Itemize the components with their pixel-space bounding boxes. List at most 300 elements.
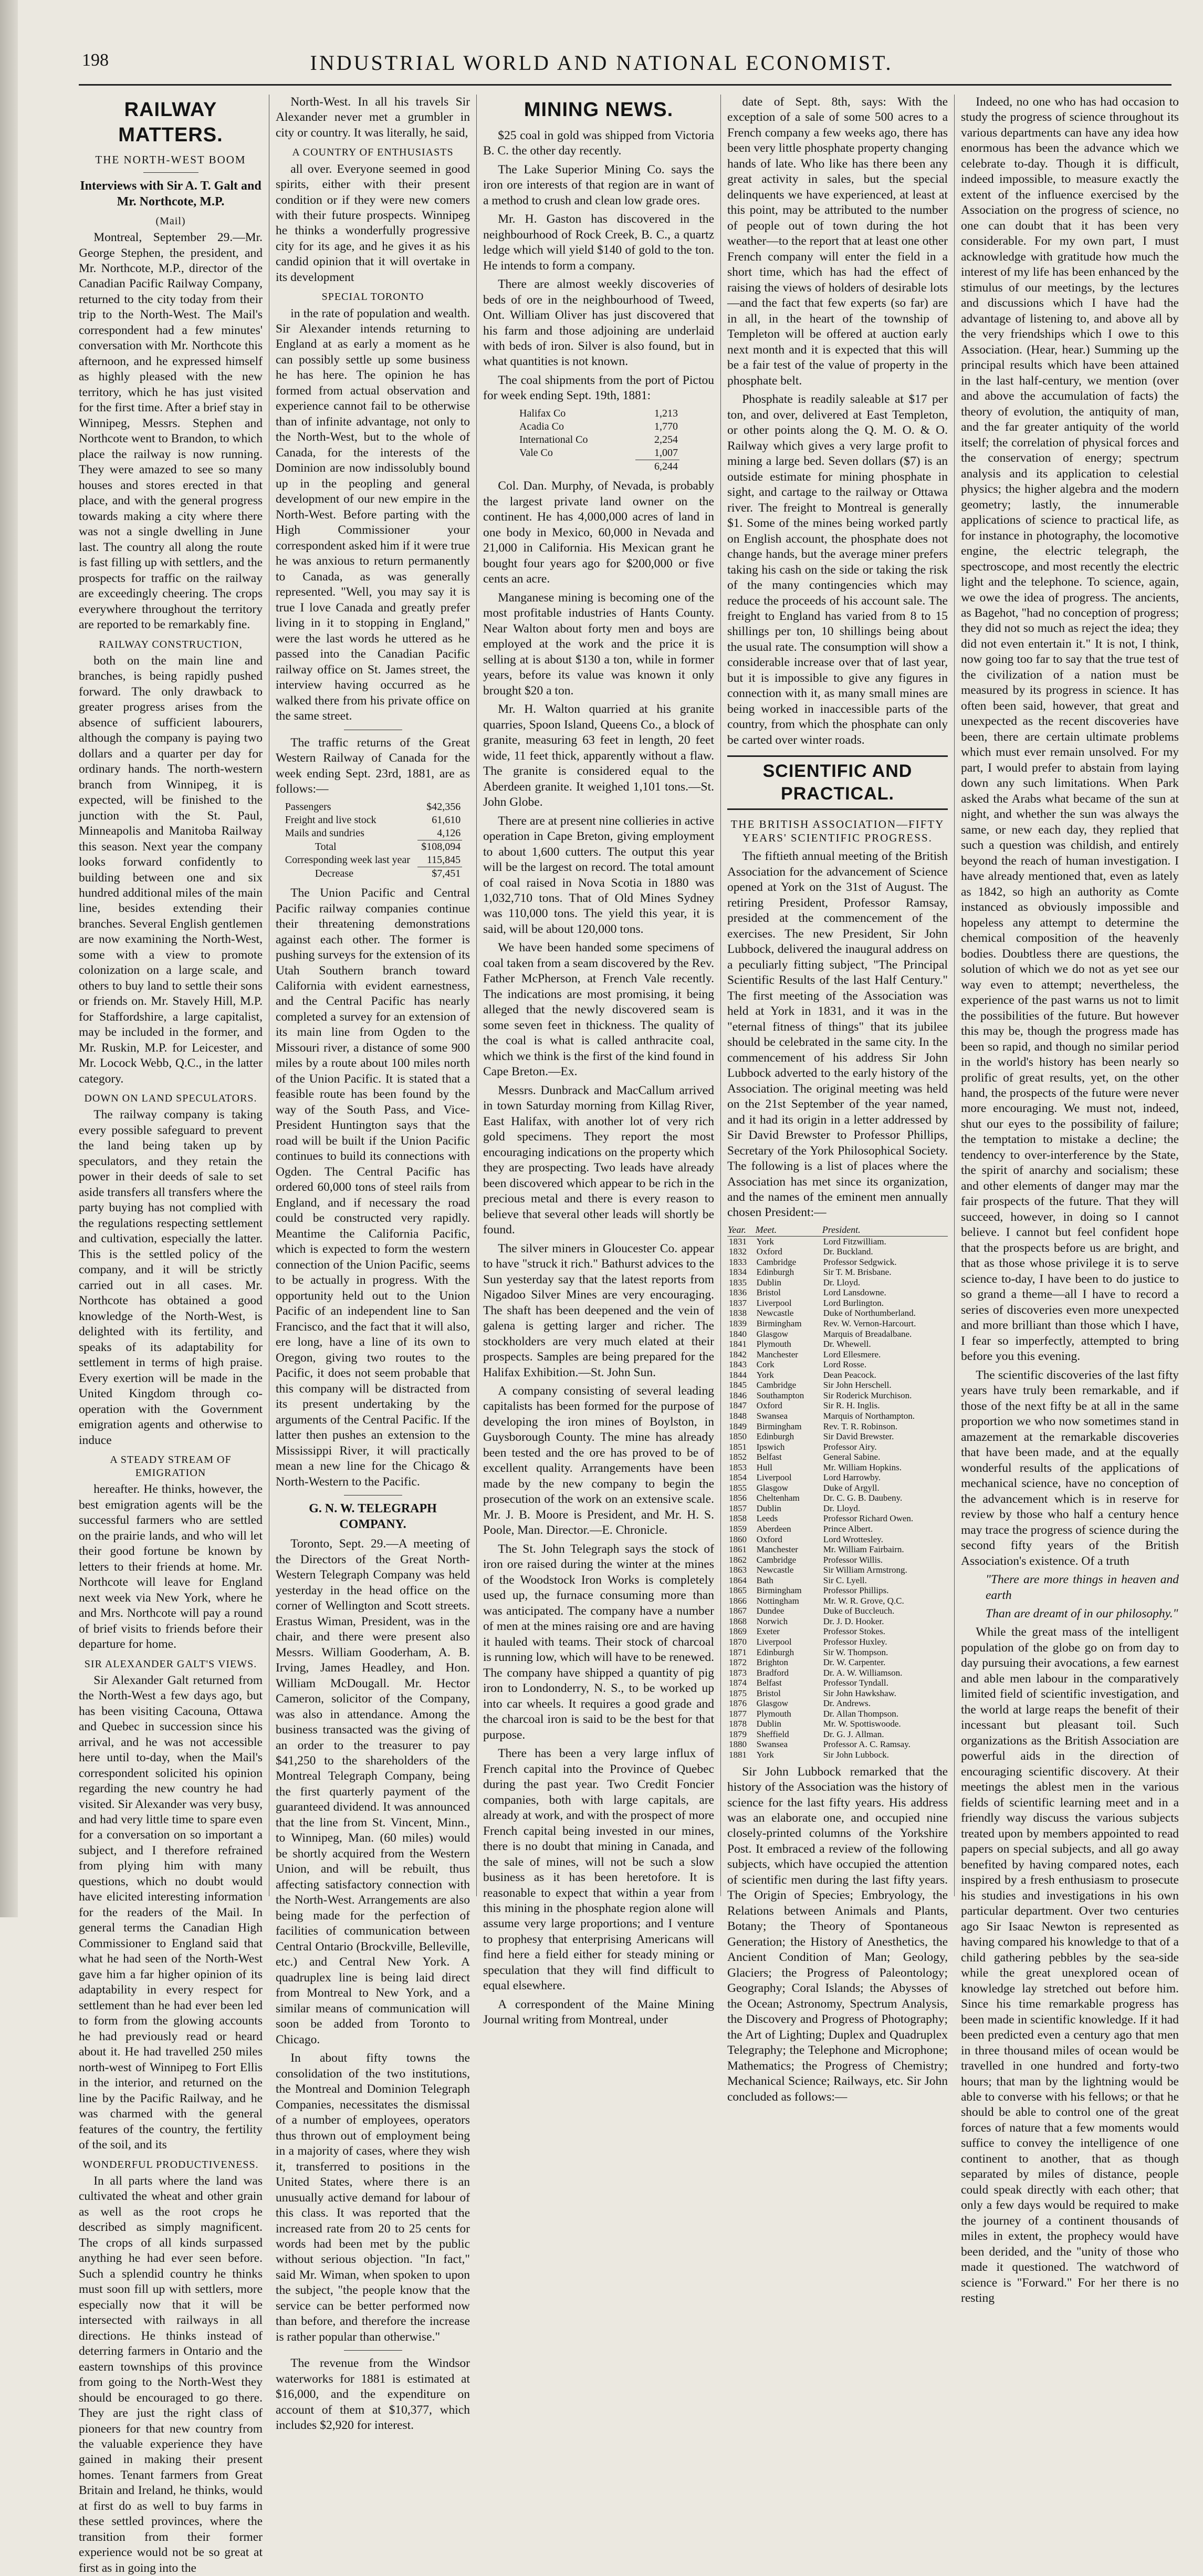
article-paragraph: There has been a very large influx of French capital into the Province of Quebec during the past year. Two Credit Foncier companies, both with large capitals, are already at work, and with the prospect of more French capital being invested in our mines, there is no doubt that mining in Canada, and the sale of mines, will not be such a slow business as it has been heretofore. It is reasonable to expect that within a year from this mining in the phosphate region alone will assume very large proportions; and I venture to prophesy that enterprising Americans will find here a field either for steady mining or speculation that they will find difficult to equal elsewhere. bbox=[483, 1747, 714, 1993]
article-paragraph: There are almost weekly discoveries of beds of ore in the neighbourhood of Tweed, Ont. William Oliver has just discovered that his farm and those adjoining are underlaid with beds of iron. Silver is also found, but in what quantities is not known. bbox=[483, 277, 714, 369]
table-cell: Cambridge bbox=[756, 1554, 797, 1565]
railway-subtitle: THE NORTH-WEST BOOM bbox=[95, 153, 246, 167]
table-cell: 1860 bbox=[729, 1534, 747, 1544]
section-subhead: DOWN ON LAND SPECULATORS. bbox=[84, 1093, 257, 1105]
table-cell: Acadia Co bbox=[519, 421, 564, 433]
article-paragraph: all over. Everyone seemed in good spirits, either with their present condition or if they were new comers with their future prospects. Winnipeg he thinks a wonderfully progressive city for its age, and he gives it as his candid opinion that it will overtake in its development bbox=[276, 162, 470, 284]
table-row bbox=[727, 1647, 948, 1658]
table-cell: Sir John Hawkshaw. bbox=[823, 1688, 896, 1698]
table-cell: 115,845 bbox=[426, 854, 461, 866]
table-cell: 1867 bbox=[729, 1606, 747, 1616]
table-row bbox=[727, 1483, 948, 1493]
article-paragraph: We have been handed some specimens of coal taken from a seam discovered by the Rev. Father McPherson, at French Vale recently. The indications are most promising, it being alleged that the newly discovered seam is some seven feet in thickness. The quality of the coal is what is called anthracite coal, which we think is the first of the kind found in Cape Breton.—Ex. bbox=[483, 941, 714, 1079]
table-cell: 1864 bbox=[729, 1575, 747, 1585]
table-cell: Oxford bbox=[756, 1400, 782, 1411]
poem-quote-line: Than are dreamt of in our philosophy." bbox=[986, 1606, 1178, 1621]
table-cell: Lord Burlington. bbox=[823, 1297, 884, 1308]
table-row bbox=[727, 1739, 948, 1750]
table-row bbox=[727, 1524, 948, 1534]
table-cell: Ipswich bbox=[756, 1441, 785, 1452]
table-row bbox=[727, 1247, 948, 1257]
table-cell: Sir R. H. Inglis. bbox=[823, 1400, 880, 1411]
article-paragraph: The Lake Superior Mining Co. says the iron ore interests of that region are in want of a method to crush and clean low grade ores. bbox=[483, 162, 714, 207]
table-row bbox=[727, 1329, 948, 1339]
article-paragraph: The St. John Telegraph says the stock of iron ore raised during the winter at the mines of the Woodstock Iron Works is completely used up, the furnace consuming more than was anticipated. The company have a number of men at the mines raising ore and are having it hauled with teams. Their stock of charcoal is running low, which will have to be renewed. The company have shipped a quantity of pig iron to Londonderry, N. S., to be worked up into car wheels. It requires a good grade and the charcoal iron is said to be the best for that purpose. bbox=[483, 1542, 714, 1742]
table-cell: Mr. W. Spottiswoode. bbox=[823, 1719, 901, 1729]
table-cell: Professor Huxley. bbox=[823, 1636, 887, 1647]
table-row bbox=[284, 814, 462, 827]
table-cell: 1849 bbox=[729, 1421, 747, 1431]
article-paragraph: The railway company is taking every possible safeguard to prevent the land being taken up by speculators, and they retain the power in their deeds of sale to set aside transfers all transfers where the party buying has not complied with the regulations respecting settlement and cultivation, especially the latter. This is the settled policy of the company, and it will be strictly carried out in all cases. Mr. Northcote has obtained a good knowledge of the North-West, is delighted with its fertility, and speaks of its adaptability for settlement in terms of high praise. Every exertion will be made in the United Kingdom through co-operation with the Government emigration agents and otherwise to induce bbox=[79, 1108, 263, 1447]
table-cell: Newcastle bbox=[756, 1565, 794, 1575]
table-row bbox=[727, 1421, 948, 1432]
table-row bbox=[727, 1267, 948, 1277]
table-cell: 1869 bbox=[729, 1626, 747, 1637]
telegraph-heading: G. N. W. TELEGRAPH COMPANY. bbox=[309, 1501, 437, 1532]
column-header: President. bbox=[822, 1224, 948, 1236]
table-cell: Lord Harrowby. bbox=[823, 1472, 881, 1483]
table-cell: Dublin bbox=[756, 1719, 781, 1729]
table-cell: 1853 bbox=[729, 1462, 747, 1472]
table-cell: Sir C. Lyell. bbox=[823, 1575, 867, 1585]
table-row bbox=[727, 1359, 948, 1370]
table-cell: Dr. C. G. B. Daubeny. bbox=[823, 1493, 903, 1503]
table-row bbox=[284, 867, 462, 881]
table-row bbox=[727, 1298, 948, 1308]
table-cell: Professor Willis. bbox=[823, 1554, 883, 1565]
table-row bbox=[518, 407, 679, 420]
column-rule bbox=[954, 95, 955, 1896]
table-cell: Marquis of Breadalbane. bbox=[823, 1328, 912, 1339]
article-paragraph: Phosphate is readily saleable at $17 per ton, and over, delivered at East Templeton, or other points along the Q. M. O. & O. Railway which gives a very large profit to mining a large bed. Seven dollars ($7) is an outside estimate for mining phosphate in sight, and cartage to the railway or Ottawa river. The freight to Montreal is generally $1. Some of the mines being worked partly on English account, the phosphate does not change hands, but the average miner prefers taking his cash on the side or taking the risk of the many contingencies which may reduce the proceeds of his account sale. The freight to England has varied from 8 to 15 shillings per ton, 10 shillings being about the usual rate. The consumption will show a considerable increase over that of last year, but it is impossible to give any figures in connection with it, as many small mines are being worked in inaccessible parts of the country, from which the phosphate can only be carted over winter roads. bbox=[727, 392, 948, 747]
table-cell: Professor Phillips. bbox=[823, 1585, 889, 1596]
table-cell: 1862 bbox=[729, 1554, 747, 1565]
table-cell: 1841 bbox=[729, 1339, 747, 1349]
table-cell: Bristol bbox=[756, 1287, 781, 1298]
table-cell: $108,094 bbox=[417, 840, 462, 854]
article-paragraph: In about fifty towns the consolidation of the two institutions, the Montreal and Dominion Telegraph Companies, necessitates the dismissal of a number of employees, operators thus thrown out of employment being in a majority of cases, where they wish it, transferred to positions in the United States, where there is an unusually active demand for labour of this class. It was reported that the increased rate from 20 to 25 cents for words had been met by the public without serious objection. "In fact," said Mr. Wiman, when spoken to upon the subject, "the people know that the service can be better performed now than before, and therefore the increase is rather popular than otherwise." bbox=[276, 2051, 470, 2344]
table-row bbox=[727, 1318, 948, 1329]
table-cell: Edinburgh bbox=[756, 1647, 794, 1657]
table-cell: Brighton bbox=[756, 1657, 789, 1668]
table-cell: Lord Wrottesley. bbox=[823, 1534, 883, 1544]
table-cell: Birmingham bbox=[756, 1585, 802, 1596]
column-header: Meet. bbox=[755, 1224, 822, 1236]
table-cell: 1881 bbox=[729, 1750, 747, 1760]
article-paragraph: There are at present nine collieries in active operation in Cape Breton, giving employment to about 1,600 cutters. The output this year will be the largest on record. The total amount of coal raised in Nova Scotia in 1880 was 1,032,710 tons. That of Old Mines Sydney was 110,000 tons. The yield this year, it is said, will be about 120,000 tons. bbox=[483, 814, 714, 936]
table-cell: 1868 bbox=[729, 1616, 747, 1626]
article-paragraph: hereafter. He thinks, however, the best emigration agents will be the successful farmers who are settled on the prairie lands, and who will let their good fortune be known by letters to their friends at home. Mr. Northcote will leave for England next week via New York, where he and Mrs. Northcote will pay a round of brief visits to friends before their departure for home. bbox=[79, 1482, 263, 1651]
table-cell: Professor A. C. Ramsay. bbox=[823, 1739, 911, 1750]
table-cell: Dundee bbox=[756, 1606, 784, 1616]
table-cell: Hull bbox=[756, 1462, 772, 1472]
table-cell: Lord Ellesmere. bbox=[823, 1349, 881, 1359]
section-subhead: SIR ALEXANDER GALT'S VIEWS. bbox=[84, 1658, 257, 1670]
coal-shipments-table bbox=[518, 407, 679, 473]
article-paragraph: Col. Dan. Murphy, of Nevada, is probably the largest private land owner on the continent. He has 4,000,000 acres of land in one body in Mexico, 60,000 in Nevada and 21,000 in California. His Mexican grant he bought four years ago for $200,000 or five cents an acre. bbox=[483, 479, 714, 586]
article-paragraph: Mr. H. Gaston has discovered in the neighbourhood of Rock Creek, B. C., a quartz ledge which will yield $140 of gold to the ton. He intends to form a company. bbox=[483, 212, 714, 273]
presidents-table bbox=[727, 1224, 948, 1760]
table-cell: 1856 bbox=[729, 1493, 747, 1503]
table-row bbox=[727, 1698, 948, 1709]
table-cell: Glasgow bbox=[756, 1482, 789, 1493]
table-row bbox=[727, 1544, 948, 1555]
table-cell: Duke of Buccleuch. bbox=[823, 1606, 895, 1616]
table-cell: 1851 bbox=[729, 1441, 747, 1452]
article-paragraph: The coal shipments from the port of Pictou for week ending Sept. 19th, 1881: bbox=[483, 373, 714, 403]
table-row bbox=[284, 840, 462, 854]
article-paragraph: Toronto, Sept. 29.—A meeting of the Directors of the Great North-Western Telegraph Company was held yesterday in the head office on the corner of Wellington and Scott streets. Erastus Wiman, President, was in the chair, and there were present also Messrs. William Gooderham, A. B. Irving, James Headley, and Hon. William McDougall. Mr. Hector Cameron, solicitor of the Company, was also in attendance. Among the business transacted was the giving of an order to the treasurer to pay $41,250 to the shareholders of the Montreal Telegraph Company, being the first quarterly payment of the guaranteed dividend. It was announced that the line from St. Vincent, Minn., to Winnipeg, Man. (60 miles) would be shortly acquired from the Western Union, and will be rebuilt, thus affecting satisfactory connection with the North-West. Arrangements are also being made for the perfection of facilities of communication between Central Ontario (Brockville, Belleville, etc.) and Central New York. A quadruplex line is being laid direct from Montreal to New York, and a similar means of communication will soon be added from Toronto to Chicago. bbox=[276, 1537, 470, 2047]
table-cell: Bristol bbox=[756, 1688, 781, 1698]
table-cell: Corresponding week last year bbox=[285, 854, 411, 866]
table-row bbox=[727, 1719, 948, 1729]
table-row bbox=[727, 1606, 948, 1616]
table-cell: Dr. Allan Thompson. bbox=[823, 1708, 899, 1719]
page-binding-shadow bbox=[0, 0, 18, 1917]
table-cell: $7,451 bbox=[417, 867, 462, 881]
table-row bbox=[727, 1709, 948, 1719]
table-cell: Duke of Argyll. bbox=[823, 1482, 880, 1493]
table-row bbox=[727, 1750, 948, 1760]
table-cell: 1835 bbox=[729, 1277, 747, 1287]
table-cell: 1845 bbox=[729, 1380, 747, 1390]
article-paragraph: The scientific discoveries of the last fifty years have truly been remarkable, and if those of the next fifty be at all in the same proportion we who now sometimes stand in amazement at the remarkable discoveries that have been made, and at the equally wonderful results of the applications of mechanical science, have no conception of the advancement which is in reserve for review by those who half a century hence may trace the progress of science during the second fifty years of the British Association's existence. Of a truth bbox=[961, 1368, 1179, 1568]
table-cell: Decrease bbox=[315, 867, 354, 879]
table-row bbox=[727, 1390, 948, 1401]
table-cell: 1865 bbox=[729, 1585, 747, 1596]
table-cell: Sheffield bbox=[756, 1729, 789, 1739]
table-row bbox=[727, 1380, 948, 1390]
table-cell: 4,126 bbox=[437, 827, 461, 839]
table-cell: Dr. Andrews. bbox=[823, 1698, 871, 1709]
table-cell: Dublin bbox=[756, 1277, 781, 1287]
table-cell: Lord Lansdowne. bbox=[823, 1287, 886, 1298]
traffic-returns-table bbox=[284, 801, 462, 881]
table-cell: York bbox=[756, 1236, 774, 1247]
table-row bbox=[727, 1400, 948, 1411]
table-row bbox=[518, 460, 679, 474]
table-cell: Cork bbox=[756, 1359, 775, 1370]
article-paragraph: While the great mass of the intelligent population of the globe go on from day to day pursuing their avocations, a few earnest and able men labour in the comparatively limited field of scientific investigation, and the world at large reaps the benefit of their incessant but pleasant toil. Such organizations as the British Association are powerful aids in the direction of encouraging scientific discovery. At their meetings the ablest men in the various fields of scientific learning meet and in a friendly way discuss the various subjects treated upon by members appointed to read papers on special subjects, and all go away benefited by having compared notes, each inspired by a fresh enthusiasm to prosecute his studies and investigations in his own particular department. Over two centuries ago Sir Isaac Newton is represented as having compared his knowledge to that of a child gathering pebbles by the sea-side while the great unexplored ocean of knowledge lay stretched out before him. Since his time remarkable progress has been made in scientific knowledge. If it had been predicted even a century ago that men in three thousand miles of ocean would be travelled in one hundred and forty-two hours; that man by the lightning would be able to converse with his fellows; or that he should be able to control one of the great forces of nature that a few moments would suffice to convey the intelligence of one continent to another, that as though separated by miles of distance, people could speak directly with each other; that only a few days would be required to make the journey of a continent thousands of miles in extent, the prophecy would have been derided, and the "unity of those who made it questioned. The watchword of science is "Forward." For her there is no resting bbox=[961, 1625, 1179, 2305]
table-cell: Professor Tyndall. bbox=[823, 1678, 888, 1688]
table-cell: 2,254 bbox=[654, 434, 678, 446]
masthead: INDUSTRIAL WORLD AND NATIONAL ECONOMIST. bbox=[310, 51, 893, 75]
article-paragraph: The fiftieth annual meeting of the British Association for the advancement of Science opened at York on the 31st of August. The retiring President, Professor Ramsay, presided at the commencement of the exercises. The new President, Sir John Lubbock, delivered the inaugural address on a peculiarly fitting subject, "The Principal Scientific Results of the last Half Century." The first meeting of the Association was held at York in 1831, and it was in the "eternal fitness of things" that its jubilee should be celebrated in the same city. In the commencement of his address Sir John Lubbock adverted to the early history of the Association. The original meeting was held on the 21st September of the year named, and it had its origin in a letter addressed by Sir David Brewster to Professor Phillips, Secretary of the York Philosophical Society. The following is a list of places where the Association has met since its organization, and the names of the eminent men annually chosen President:— bbox=[727, 849, 948, 1220]
table-row bbox=[727, 1462, 948, 1473]
table-cell: Sir William Armstrong. bbox=[823, 1565, 907, 1575]
table-cell: Dr. Buckland. bbox=[823, 1247, 873, 1257]
table-cell: Norwich bbox=[756, 1616, 788, 1626]
scientific-subtitle: THE BRITISH ASSOCIATION—FIFTY YEARS' SCIENTIFIC PROGRESS. bbox=[730, 817, 945, 844]
table-row bbox=[727, 1442, 948, 1452]
table-cell: International Co bbox=[519, 434, 588, 446]
article-paragraph: Sir Alexander Galt returned from the North-West a few days ago, but has been visiting Cacouna, Ottawa and Quebec in succession since his arrival, and he was not accessible here until to-day, when the Mail's correspondent solicited his opinion regarding the new country he had visited. Sir Alexander was very busy, and had very little time to spare even for a conversation on so important a subject, and I therefore refrained from plying him with many questions, which no doubt would have elicited interesting information for the readers of the Mail. In general terms the Canadian High Commissioner to England said that what he had seen of the North-West gave him a far higher opinion of its adaptability in every respect for settlement than he had ever been led to form from the glowing accounts he had previously read or heard about it. He had travelled 250 miles north-west of Winnipeg to Fort Ellis in the interior, and returned on the line by the Pacific Railway, and he was charmed with the general features of the country, the fertility of the soil, and its bbox=[79, 1673, 263, 2152]
article-paragraph: both on the main line and branches, is being rapidly pushed forward. The only drawback to greater progress arises from the absence of sufficient labourers, although the company is paying two dollars and a quarter per day for ordinary hands. The north-western branch from Winnipeg, it is expected, will be finished to the junction with the St. Paul, Minneapolis and Manitoba Railway this season. Next year the company looks forward confidently to building between one and six hundred additional miles of the main line, besides extending their branches. Several English gentlemen are now examining the North-West, some with a view to promote colonization on a large scale, and others to buy land to settle their sons or friends on. Mr. Stavely Hill, M.P. for Staffordshire, a large capitalist, may be included in the former, and Mr. Ruskin, M.P. for Leicester, and Mr. Locock Webb, Q.C., in the latter category. bbox=[79, 653, 263, 1086]
table-cell: Birmingham bbox=[756, 1421, 802, 1431]
table-cell: 1843 bbox=[729, 1359, 747, 1370]
table-cell: 1872 bbox=[729, 1657, 747, 1668]
table-cell: Nottingham bbox=[756, 1595, 799, 1606]
table-row bbox=[518, 433, 679, 446]
divider bbox=[143, 172, 198, 173]
page-header bbox=[32, 50, 1171, 82]
table-cell: 1858 bbox=[729, 1513, 747, 1524]
table-row bbox=[727, 1503, 948, 1514]
table-cell: 1874 bbox=[729, 1678, 747, 1688]
table-row bbox=[727, 1657, 948, 1668]
section-subhead: SPECIAL TORONTO bbox=[321, 291, 424, 303]
table-cell: Liverpool bbox=[756, 1297, 792, 1308]
table-cell: General Sabine. bbox=[823, 1452, 881, 1462]
column-rule bbox=[720, 95, 721, 1896]
table-cell: Leeds bbox=[756, 1513, 778, 1524]
table-cell: Cambridge bbox=[756, 1380, 797, 1390]
table-cell: 1837 bbox=[729, 1297, 747, 1308]
table-cell: Birmingham bbox=[756, 1318, 802, 1329]
table-row bbox=[727, 1308, 948, 1318]
table-row bbox=[284, 801, 462, 814]
table-cell: Edinburgh bbox=[756, 1267, 794, 1277]
table-cell: Dean Peacock. bbox=[823, 1369, 876, 1380]
article-paragraph: The Union Pacific and Central Pacific railway companies continue their threatening demonstrations against each other. The former is pushing surveys for the extension of its Utah Southern branch toward California with evident earnestness, and the Central Pacific has nearly completed a survey for an extension of its main line from Ogden to the Missouri river, a distance of some 900 miles by a route about 100 miles north of the Union Pacific. It is stated that a feasible route has been found by the way of the South Pass, and Vice-President Huntington says that the road will be built if the Union Pacific continues to build its connections with Ogden. The Central Pacific has ordered 60,000 tons of steel rails from England, and if necessary the road could be constructed very rapidly. Meantime the California Pacific, which is expected to form the western connection of the Union Pacific, seems to be actually in progress. With the opportunity held out to the Union Pacific of an independent line to San Francisco, and the fact that it will also, ere long, have a line of its own to Oregon, giving two routes to the Pacific, it does not seem probable that this company will be distracted from its present undertaking by the arguments of the Central Pacific. If the latter then pushes an extension to the Mississippi River, it will practically mean a new line for the Chicago & North-Western to the Pacific. bbox=[276, 886, 470, 1489]
railway-heading: RAILWAY MATTERS. bbox=[118, 99, 223, 146]
divider bbox=[344, 2350, 402, 2351]
table-row bbox=[727, 1493, 948, 1503]
table-cell: 1842 bbox=[729, 1349, 747, 1359]
table-cell: 1844 bbox=[729, 1369, 747, 1380]
table-cell: 1,213 bbox=[654, 407, 678, 419]
table-cell: 1838 bbox=[729, 1308, 747, 1318]
table-cell: 1857 bbox=[729, 1503, 747, 1513]
table-cell: Professor Richard Owen. bbox=[823, 1513, 914, 1524]
table-cell: 1879 bbox=[729, 1729, 747, 1739]
article-paragraph: The traffic returns of the Great Western Railway of Canada for the week ending Sept. 23rd, 1881, are as follows:— bbox=[276, 735, 470, 796]
table-cell: Dr. Lloyd. bbox=[823, 1277, 861, 1287]
page-number: 198 bbox=[82, 50, 109, 70]
table-cell: Swansea bbox=[756, 1739, 788, 1750]
table-cell: Cambridge bbox=[756, 1256, 797, 1267]
table-row bbox=[727, 1257, 948, 1268]
table-cell: Oxford bbox=[756, 1534, 782, 1544]
table-cell: 1831 bbox=[729, 1236, 747, 1247]
table-row bbox=[727, 1678, 948, 1688]
table-cell: Sir John Lubbock. bbox=[823, 1750, 889, 1760]
section-subhead: WONDERFUL PRODUCTIVENESS. bbox=[82, 2158, 259, 2170]
table-cell: Dr. J. D. Hooker. bbox=[823, 1616, 884, 1626]
table-cell: 1848 bbox=[729, 1410, 747, 1421]
column-header: Year. bbox=[727, 1224, 755, 1236]
table-cell: 1833 bbox=[729, 1256, 747, 1267]
table-cell: 1866 bbox=[729, 1595, 747, 1606]
table-cell: Duke of Northumberland. bbox=[823, 1308, 916, 1318]
table-cell: 1832 bbox=[729, 1247, 747, 1257]
table-cell: 1852 bbox=[729, 1452, 747, 1462]
article-paragraph: A company consisting of several leading capitalists has been formed for the purpose of developing the iron mines of Boylston, in Guysborough County. The mine has already been tested and the ore has proved to be of excellent quality. Arrangements have been made by the new company to begin the prosecution of the work on an extensive scale. Mr. J. B. Moore is President, and Mr. H. S. Poole, Man. Director.—E. Chronicle. bbox=[483, 1384, 714, 1538]
table-cell: Bath bbox=[756, 1575, 773, 1585]
table-row bbox=[727, 1668, 948, 1678]
table-row bbox=[727, 1585, 948, 1596]
table-row bbox=[727, 1688, 948, 1699]
table-cell: 1863 bbox=[729, 1565, 747, 1575]
article-paragraph: in the rate of population and wealth. Sir Alexander intends returning to England at as early a moment as he can possibly settle up some business he has here. The opinion he has formed from actual observation and experience cannot fail to be otherwise than of infinite advantage, not only to the North-West, but to the whole of Canada, for the interests of the Dominion are now indissolubly bound up in the peopling and general development of our new empire in the North-West. Before parting with the High Commissioner your correspondent asked him if it were true he was anxious to return permanently to Canada, as was generally represented. "Well, you may say it is true I love Canada and greatly prefer living in it to stopping in England," were the last words he uttered as he passed into the Canadian Pacific railway office on St. James street, the interview having occurred as he walked there from his private office on the same street. bbox=[276, 306, 470, 723]
table-cell: Professor Sedgwick. bbox=[823, 1256, 897, 1267]
article-paragraph: Indeed, no one who has had occasion to study the progress of science throughout its various departments can have any idea how enormous has been the advance which we celebrate to-day. Though it is difficult, indeed impossible, to measure exactly the extent of the influence exercised by the Association on the progress of science, no one can doubt that it has been very considerable. For my own part, I must acknowledge with gratitude how much the interest of my life has been enhanced by the stimulus of our meetings, by the lectures and discussions which I have had the advantage of listening to, and above all by the very friendships which I owe to this Association. (Hear, hear.) Summing up the principal results which have been attained in the last half-century, we mention (over and above the accumulation of facts) the theory of evolution, the antiquity of man, and the far greater antiquity of the world itself; the correlation of physical forces and the conservation of energy; spectrum analysis and its application to celestial physics; the higher algebra and the modern geometry; lastly, the innumerable applications of science to practical life, as for instance in photography, the locomotive engine, the electric telegraph, the spectroscope, and most recently the electric light and the telephone. To science, again, we owe the idea of progress. The ancients, as Bagehot, "had no conception of progress; they did not so much as reject the idea; they did not even entertain it." It is not, I think, now going too far to say that the true test of the civilization of a nation must be measured by its progress in science. It has often been said, however, that great and unexpected as the recent discoveries have been, there are certain ultimate problems which must ever remain unsolved. For my part, I would prefer to abstain from laying down any such limitations. When Park asked the Arabs what became of the sun at night, and whether the sun was always the same, or new each day, they replied that such a question was childish, and entirely beyond the reach of human investigation. I have already mentioned that, even as lately as 1842, so high an authority as Comte instanced as obviously impossible and hopeless any attempt to determine the chemical composition of the heavenly bodies. Doubtless there are questions, the solution of which we do not as yet see our way even to attempt; nevertheless, the experience of the past warns us not to limit the possibilities of the future. But however this may be, though the progress made has been so rapid, and though no similar period in the world's history has been nearly so prolific of great results, yet, on the other hand, the prospects of the future were never more encouraging. We must not, indeed, shut our eyes to the possibility of failure; the temptation to mistake a decline; the tendency to over-interference by the State, the spirit of anarchy and socialism; these and other elements of danger may mar the fair prospects of the future. That they will succeed, however, in doing so I cannot believe. I cannot but feel confident hope that the prospects before us are bright, and that as those whose privilege it is to serve science to-day, I have been to do justice to so grand a theme—all I have to record a series of discoveries even more unexpected and more brilliant than those which I have, I fear so imperfectly, attempted to bring before you this evening. bbox=[961, 95, 1179, 1364]
table-row bbox=[518, 446, 679, 460]
table-cell: Mr. W. R. Grove, Q.C. bbox=[823, 1595, 904, 1606]
table-cell: 1847 bbox=[729, 1400, 747, 1411]
table-cell: Lord Rosse. bbox=[823, 1359, 866, 1370]
table-cell: 1839 bbox=[729, 1318, 747, 1329]
table-cell: Mails and sundries bbox=[285, 827, 364, 839]
table-row bbox=[727, 1616, 948, 1627]
poem-quote-line: "There are more things in heaven and earth bbox=[986, 1573, 1179, 1602]
table-cell: 1836 bbox=[729, 1287, 747, 1298]
table-cell: Passengers bbox=[285, 801, 331, 813]
table-cell: Belfast bbox=[756, 1452, 782, 1462]
table-cell: 1854 bbox=[729, 1472, 747, 1483]
article-paragraph: $25 coal in gold was shipped from Victoria B. C. the other day recently. bbox=[483, 128, 714, 158]
section-subhead: A COUNTRY OF ENTHUSIASTS bbox=[292, 147, 454, 159]
article-paragraph: In all parts where the land was cultivated the wheat and other grain as well as the root crops he described as simply magnificent. The crops of all kinds surpassed anything he had ever seen before. Such a splendid country he thinks must soon fill up with settlers, more especially now that it will be intersected with railways in all directions. He thinks instead of deterring farmers in Ontario and the eastern townships of this province from going to the North-West they should be encouraged to go there. They are just the right class of pioneers for that new country from the valuable experience they have gained in making their present homes. Tenant farmers from Great Britain and Ireland, he thinks, would at first do as well to buy farms in these settled provinces, where the transition from their former experience would not be so great at first as in going into the bbox=[79, 2174, 263, 2575]
table-row bbox=[727, 1534, 948, 1545]
table-cell: Dr. Lloyd. bbox=[823, 1503, 861, 1513]
scientific-heading: SCIENTIFIC AND PRACTICAL. bbox=[727, 755, 948, 809]
article-paragraph: A correspondent of the Maine Mining Journal writing from Montreal, under bbox=[483, 1997, 714, 2027]
table-cell: Vale Co bbox=[519, 447, 553, 459]
header-rule bbox=[79, 84, 1171, 86]
interview-heading: Interviews with Sir A. T. Galt and Mr. Northcote, M.P. bbox=[80, 179, 261, 209]
table-cell: Sir John Herschell. bbox=[823, 1380, 892, 1390]
table-cell: Manchester bbox=[756, 1544, 798, 1555]
table-cell: 1840 bbox=[729, 1328, 747, 1339]
table-cell: 61,610 bbox=[432, 814, 461, 826]
table-cell: Professor Airy. bbox=[823, 1441, 877, 1452]
table-cell: Manchester bbox=[756, 1349, 798, 1359]
article-paragraph: The revenue from the Windsor waterworks for 1881 is estimated at $16,000, and the expenditure on account of them at $10,377, which includes $2,920 for interest. bbox=[276, 2356, 470, 2433]
table-row bbox=[727, 1349, 948, 1360]
table-cell: 1,007 bbox=[654, 447, 678, 459]
table-cell: Sir Roderick Murchison. bbox=[823, 1390, 912, 1400]
table-cell: 1880 bbox=[729, 1739, 747, 1750]
table-cell: Plymouth bbox=[756, 1708, 791, 1719]
article-paragraph: North-West. In all his travels Sir Alexander never met a grumbler in city or country. It was literally, he said, bbox=[276, 95, 470, 140]
column-3 bbox=[483, 95, 714, 2027]
column-2 bbox=[276, 95, 470, 2433]
table-cell: Halifax Co bbox=[519, 407, 566, 419]
table-cell: Rev. W. Vernon-Harcourt. bbox=[823, 1318, 916, 1329]
table-cell: 1873 bbox=[729, 1667, 747, 1678]
table-cell: Bradford bbox=[756, 1667, 789, 1678]
column-rule bbox=[476, 95, 477, 1896]
table-cell: 1,770 bbox=[654, 421, 678, 433]
table-row bbox=[727, 1575, 948, 1586]
table-row bbox=[727, 1513, 948, 1524]
table-cell: Glasgow bbox=[756, 1328, 789, 1339]
table-cell: 1877 bbox=[729, 1708, 747, 1719]
table-row bbox=[727, 1565, 948, 1575]
table-cell: 1859 bbox=[729, 1523, 747, 1534]
table-cell: 1870 bbox=[729, 1636, 747, 1647]
table-cell: Freight and live stock bbox=[285, 814, 376, 826]
table-row bbox=[727, 1555, 948, 1565]
table-cell: Lord Fitzwilliam. bbox=[823, 1236, 886, 1247]
table-cell: 1878 bbox=[729, 1719, 747, 1729]
table-cell: $42,356 bbox=[426, 801, 461, 813]
table-cell: Dublin bbox=[756, 1503, 781, 1513]
table-cell: Total bbox=[315, 840, 337, 853]
table-row bbox=[727, 1729, 948, 1740]
article-paragraph: Montreal, September 29.—Mr. George Stephen, the president, and Mr. Northcote, M.P., director of the Canadian Pacific Railway Company, returned to the city today from their trip to the North-West. The Mail's correspondent had a few minutes' conversation with Mr. Northcote this afternoon, and he expressed himself as highly pleased with the new territory, which he has just visited for the first time. After a brief stay in Winnipeg, Messrs. Stephen and Northcote went to Brandon, to which place the railway is now running. They were amazed to see so many houses and stores erected in that place, and with the general progress towards making a city where there was not a single dwelling in June last. The country all along the route is fast filling up with settlers, and the prospects for traffic on the railway are exceedingly cheering. The crops everywhere throughout the territory are reported to be remarkably fine. bbox=[79, 231, 263, 632]
table-cell: Newcastle bbox=[756, 1308, 794, 1318]
table-cell: 1855 bbox=[729, 1482, 747, 1493]
table-cell: Exeter bbox=[756, 1626, 780, 1637]
table-row bbox=[727, 1472, 948, 1483]
table-cell: Glasgow bbox=[756, 1698, 789, 1709]
table-cell: Prince Albert. bbox=[823, 1523, 873, 1534]
table-cell: Edinburgh bbox=[756, 1431, 794, 1442]
table-cell: Sir W. Thompson. bbox=[823, 1647, 888, 1657]
table-cell: York bbox=[756, 1750, 774, 1760]
table-cell: Liverpool bbox=[756, 1636, 792, 1647]
table-cell: Oxford bbox=[756, 1247, 782, 1257]
table-cell: Southampton bbox=[756, 1390, 804, 1400]
table-cell: Dr. G. J. Allman. bbox=[823, 1729, 884, 1739]
table-row bbox=[518, 420, 679, 433]
article-paragraph: Sir John Lubbock remarked that the history of the Association was the history of science for the last fifty years. His address was an elaborate one, and occupied nine closely-printed columns of the Yorkshire Post. It embraced a review of the following subjects, which have occupied the attention of scientific men during the last fifty years. The Origin of Species; Embryology, the Relations between Animals and Plants, Botany; the Theory of Spontaneous Generation; the History of Anesthetics, the Ancient Condition of Man; Geology, Glaciers; the Progress of Paleontology; Geography; Coral Islands; the Abysses of the Ocean; Astronomy, Spectrum Analysis, the Discovery and Progress of Photography; the Art of Lighting; Duplex and Quadruplex Telegraphy; the Telephone and Microphone; Mathematics; the Progress of Chemistry; Mechanical Science; Railways, etc. Sir John concluded as follows:— bbox=[727, 1764, 948, 2104]
table-cell: Dr. A. W. Williamson. bbox=[823, 1667, 903, 1678]
table-row bbox=[284, 854, 462, 867]
table-row bbox=[727, 1277, 948, 1288]
table-row bbox=[727, 1452, 948, 1462]
table-row bbox=[727, 1370, 948, 1380]
table-row bbox=[727, 1287, 948, 1298]
table-cell: 1871 bbox=[729, 1647, 747, 1657]
table-cell: 1834 bbox=[729, 1267, 747, 1277]
article-paragraph: Manganese mining is becoming one of the most profitable industries of Hants County. Near Walton about forty men and boys are employed at the work and the price it is selling at is about $130 a ton, while in former years, before its value was known it only brought $20 a ton. bbox=[483, 590, 714, 698]
table-cell: Swansea bbox=[756, 1410, 788, 1421]
table-cell: Mr. William Hopkins. bbox=[823, 1462, 902, 1472]
section-subhead: RAILWAY CONSTRUCTION, bbox=[99, 638, 243, 650]
column-4 bbox=[727, 95, 948, 2104]
table-header-row bbox=[727, 1224, 948, 1236]
table-cell: York bbox=[756, 1369, 774, 1380]
column-1 bbox=[79, 95, 263, 2575]
table-cell: 1876 bbox=[729, 1698, 747, 1709]
table-cell: Belfast bbox=[756, 1678, 782, 1688]
article-paragraph: date of Sept. 8th, says: With the exception of a sale of some 500 acres to a French company a few weeks ago, there has been very little phosphate property changing hands of late. Who like has there been any great activity in sales, but the special delinquents we have experienced, at least at this point, may be attributed to the number of people out of town during the hot weather—to the report that at least one other French company will enter the field in a short time, which has had the effect of raising the views of holders of desirable lots—and the fact that few experts (so far) are in all, in the heart of the township of Templeton will be offered at auction early next month and it is expected that this will be a fair test of the value of property in the phosphate belt. bbox=[727, 95, 948, 388]
table-cell: Liverpool bbox=[756, 1472, 792, 1483]
table-row bbox=[727, 1596, 948, 1606]
column-5 bbox=[961, 95, 1179, 2305]
table-row bbox=[727, 1339, 948, 1349]
table-cell: Rev. T. R. Robinson. bbox=[823, 1421, 898, 1431]
table-cell: Plymouth bbox=[756, 1339, 791, 1349]
table-row bbox=[727, 1626, 948, 1637]
table-cell: 1850 bbox=[729, 1431, 747, 1442]
section-subhead: A STEADY STREAM OF EMIGRATION bbox=[110, 1454, 232, 1479]
article-paragraph: Mr. H. Walton quarried at his granite quarries, Spoon Island, Queens Co., a block of granite, measuring 63 feet in length, 20 feet wide, 11 feet thick, apparently without a flaw. The granite is considered equal to the Aberdeen granite. It weighed 1,101 tons.—St. John Globe. bbox=[483, 702, 714, 809]
mining-heading: MINING NEWS. bbox=[524, 99, 674, 121]
table-cell: Dr. W. Carpenter. bbox=[823, 1657, 886, 1668]
table-cell: 1861 bbox=[729, 1544, 747, 1555]
source-note: (Mail) bbox=[155, 215, 186, 227]
table-cell: Mr. William Fairbairn. bbox=[823, 1544, 904, 1555]
table-row bbox=[727, 1236, 948, 1247]
table-cell: Sir David Brewster. bbox=[823, 1431, 894, 1442]
table-cell: Marquis of Northampton. bbox=[823, 1410, 915, 1421]
table-cell: Aberdeen bbox=[756, 1523, 791, 1534]
table-cell: Dr. Whewell. bbox=[823, 1339, 871, 1349]
